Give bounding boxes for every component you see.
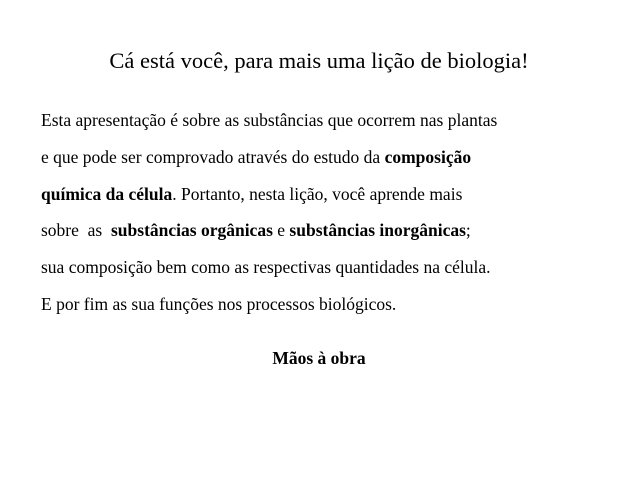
emphasis-composicao: composição — [384, 146, 472, 167]
body-line-1 — [41, 102, 631, 139]
body-line-4-connector: e — [272, 220, 290, 241]
body-line-1-text: Esta apresentação é sobre as substâncias que ocorrem nas plantas — [41, 110, 498, 130]
body-line-5 — [41, 249, 631, 286]
body-line-4-end: ; — [465, 220, 471, 241]
body-line-4-text: sobre as — [41, 220, 111, 241]
body-line-4 — [41, 212, 631, 249]
emphasis-substancias-organicas: substâncias orgânicas — [110, 220, 273, 241]
emphasis-quimica-da-celula: química da célula — [41, 183, 173, 204]
body-line-6 — [41, 286, 631, 323]
body-line-3-text: . Portanto, nesta lição, você aprende mais — [172, 183, 463, 204]
body-line-2-text: e que pode ser comprovado através do estudo da — [41, 146, 385, 167]
body-line-3 — [41, 176, 631, 213]
slide-body-text — [41, 102, 631, 323]
body-line-2 — [41, 139, 631, 176]
body-line-6-text: E por fim as sua funções nos processos biológicos. — [41, 293, 397, 314]
emphasis-substancias-inorganicas: substâncias inorgânicas — [289, 220, 466, 241]
slide-title: Cá está você, para mais uma lição de biologia! — [109, 48, 529, 73]
closing-heading: Mãos à obra — [272, 348, 366, 368]
body-line-5-text: sua composição bem como as respectivas quantidades na célula. — [41, 257, 491, 278]
